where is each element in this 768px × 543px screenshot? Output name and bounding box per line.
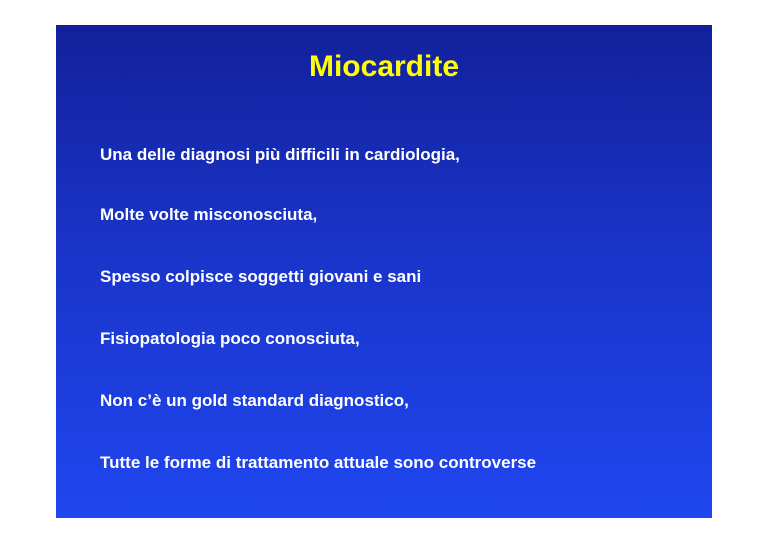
bullet-item: Molte volte misconosciuta, <box>100 205 318 224</box>
slide-title: Miocardite <box>308 50 460 83</box>
bullet-item: Non c’è un gold standard diagnostico, <box>100 391 409 410</box>
slide <box>56 25 712 518</box>
bullet-item: Fisiopatologia poco conosciuta, <box>100 329 360 348</box>
bullet-item: Una delle diagnosi più difficili in cardiologia, <box>100 145 460 164</box>
bullet-item: Tutte le forme di trattamento attuale sono controverse <box>100 453 537 472</box>
bullet-item: Spesso colpisce soggetti giovani e sani <box>100 267 422 286</box>
